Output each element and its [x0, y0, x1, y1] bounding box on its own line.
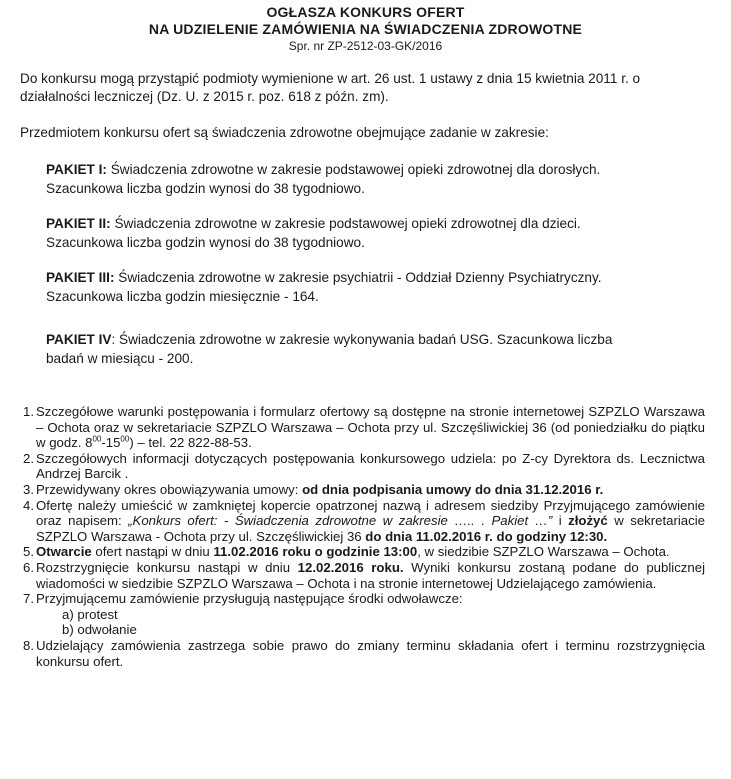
package-4-text: : Świadczenia zdrowotne w zakresie wykonywania badań USG. Szacunkowa liczba	[111, 332, 613, 347]
item-6-results: Wyniki konkursu zostaną podane do publicznej wiadomości w siedzibie SZPZLO Warszawa – Ochota i na stronie internetowej Udzielającego zamówienia.	[36, 559, 705, 591]
heading-line-2: NA UDZIELENIE ZAMÓWIENIA NA ŚWIADCZENIA ZDROWOTNE	[148, 21, 583, 37]
item-5-text: ofert nastąpi w dniu	[91, 544, 214, 560]
list-item	[0, 544, 705, 560]
item-5-date: 11.02.2016 roku o godzinie 13:00	[213, 544, 418, 560]
intro-paragraph: Do konkursu mogą przystąpić podmioty wymienione w art. 26 ust. 1 ustawy z dnia 15 kwietnia 2011 r. o działalności leczniczej (Dz. U. z 2015 r. poz. 618 z późn. zm).	[20, 71, 641, 104]
hour-start-superscript: 00	[92, 434, 102, 444]
item-4-envelope-label: „Konkurs ofert: - Świadczenia zdrowotne w zakresie ….. . Pakiet …”	[128, 513, 553, 529]
package-1-label: PAKIET I:	[46, 162, 107, 177]
appeal-options	[36, 607, 705, 638]
list-item	[0, 638, 705, 669]
item-5-place: , w siedzibie SZPZLO Warszawa – Ochota.	[417, 544, 670, 560]
item-4-conj: i	[552, 513, 569, 529]
item-3-text: Przewidywany okres obowiązywania umowy:	[36, 481, 303, 497]
item-5-opening: Otwarcie	[36, 544, 92, 560]
package-3-text: Świadczenia zdrowotne w zakresie psychiatrii - Oddział Dzienny Psychiatryczny.	[118, 270, 602, 285]
item-4-location: w sekretariacie SZPZLO Warszawa - Ochota przy ul. Szczęśliwickiej 36	[36, 513, 705, 544]
package-1-note: Szacunkowa liczba godzin wynosi do 38 tygodniowo.	[46, 181, 365, 196]
package-1-text: Świadczenia zdrowotne w zakresie podstawowej opieki zdrowotnej dla dorosłych.	[110, 162, 601, 177]
item-6-date: 12.02.2016 roku.	[297, 559, 404, 575]
package-3-label: PAKIET III:	[46, 270, 115, 285]
item-number: 2.	[23, 450, 34, 466]
reference-number: Spr. nr ZP-2512-03-GK/2016	[288, 39, 443, 53]
list-item	[0, 451, 705, 482]
item-number: 6.	[23, 559, 34, 575]
list-item	[0, 591, 705, 638]
item-4-deadline: do dnia 11.02.2016 r. do godziny 12:30.	[365, 528, 608, 544]
package-2-label: PAKIET II:	[46, 216, 111, 231]
item-number: 4.	[23, 497, 34, 513]
package-3-note: Szacunkowa liczba godzin miesięcznie - 164.	[46, 289, 319, 304]
package-2-text: Świadczenia zdrowotne w zakresie podstawowej opieki zdrowotnej dla dzieci.	[114, 216, 581, 231]
heading-line-1: OGŁASZA KONKURS OFERT	[266, 4, 465, 20]
item-3-period: od dnia podpisania umowy do dnia 31.12.2016 r.	[302, 481, 604, 497]
item-8-text: Udzielający zamówienia zastrzega sobie prawo do zmiany terminu składania ofert i terminu rozstrzygnięcia konkursu ofert.	[36, 637, 705, 669]
conditions-list	[0, 404, 705, 669]
package-4	[46, 330, 706, 368]
item-number: 5.	[23, 544, 34, 560]
package-1	[46, 160, 706, 198]
item-number: 8.	[23, 637, 34, 653]
list-item	[0, 404, 705, 451]
item-number: 7.	[23, 591, 34, 607]
package-3	[46, 268, 706, 306]
list-item	[0, 560, 705, 591]
package-2-note: Szacunkowa liczba godzin wynosi do 38 tygodniowo.	[46, 235, 365, 250]
item-2-text: Szczegółowych informacji dotyczących postępowania konkursowego udziela: po Z-cy Dyrektora ds. Lecznictwa Andrzej Barcik .	[36, 450, 705, 482]
item-number: 1.	[23, 404, 34, 419]
list-item	[0, 482, 705, 498]
appeal-option-appeal: b) odwołanie	[62, 622, 137, 638]
list-item	[0, 498, 705, 545]
package-2	[46, 214, 706, 252]
hour-end-superscript: 00	[120, 434, 130, 444]
item-4-text: Ofertę należy umieścić w zamkniętej kopercie opatrzonej nazwą i adresem siedziby Przyjmującego zamówienie oraz napisem:	[36, 497, 705, 529]
item-1-hours: -15	[101, 435, 121, 451]
package-4-label: PAKIET IV	[46, 332, 112, 347]
item-6-text: Rozstrzygnięcie konkursu nastąpi w dniu	[36, 559, 298, 575]
appeal-option-protest: a) protest	[62, 606, 118, 622]
item-4-submit: złożyć	[568, 513, 608, 529]
item-1-text: Szczegółowe warunki postępowania i formularz ofertowy są dostępne na stronie internetowej SZPZLO Warszawa – Ochota oraz w sekretariacie SZPZLO Warszawa – Ochota przy ul. Szczęśliwickiej 36 (od poniedziałku do piątku w godz. 8	[36, 404, 705, 451]
item-7-text: Przyjmującemu zamówienie przysługują następujące środki odwoławcze:	[36, 591, 463, 607]
item-1-phone: ) – tel. 22 822-88-53.	[129, 435, 252, 451]
subject-paragraph: Przedmiotem konkursu ofert są świadczenia zdrowotne obejmujące zadanie w zakresie:	[20, 125, 549, 140]
item-number: 3.	[23, 481, 34, 497]
package-4-note: badań w miesiącu - 200.	[46, 351, 194, 366]
